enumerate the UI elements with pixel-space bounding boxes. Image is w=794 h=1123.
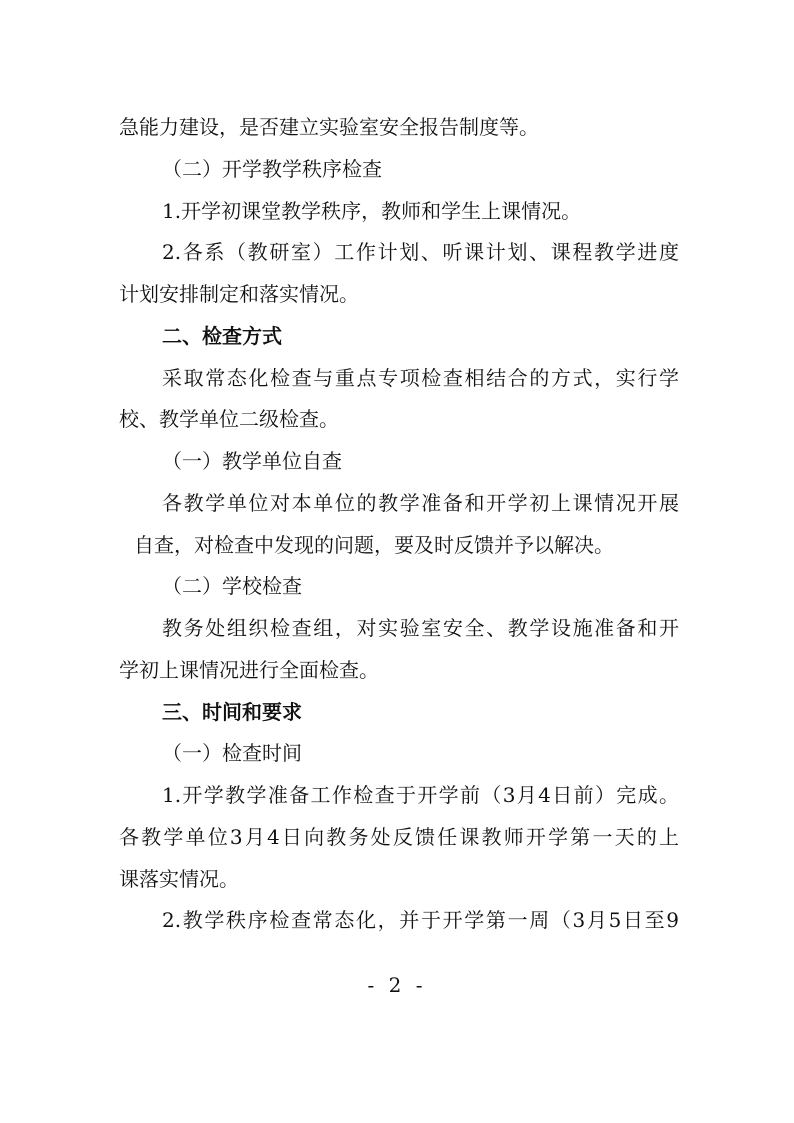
list-item: 2.教学秩序检查常态化，并于开学第一周（3月5日至9	[162, 908, 679, 932]
page-number: - 2 -	[367, 973, 427, 997]
list-item: 1.开学教学准备工作检查于开学前（3月4日前）完成。	[162, 783, 679, 807]
subsection-heading: （二）开学教学秩序检查	[162, 157, 382, 181]
paragraph-line: 急能力建设，是否建立实验室安全报告制度等。	[119, 115, 539, 139]
list-item: 2.各系（教研室）工作计划、听课计划、课程教学进度	[162, 240, 679, 264]
paragraph-line: 各教学单位对本单位的教学准备和开学初上课情况开展	[162, 491, 679, 515]
subsection-heading: （二）学校检查	[162, 574, 302, 598]
paragraph-line: 课落实情况。	[119, 867, 239, 891]
subsection-heading: （一）检查时间	[162, 741, 302, 765]
paragraph-line: 各教学单位3月4日向教务处反馈任课教师开学第一天的上	[119, 825, 679, 849]
section-heading: 三、时间和要求	[162, 700, 302, 724]
paragraph-line: 学初上课情况进行全面检查。	[119, 658, 379, 682]
paragraph-line: 计划安排制定和落实情况。	[119, 282, 359, 306]
paragraph-line: 采取常态化检查与重点专项检查相结合的方式，实行学	[162, 366, 679, 390]
section-heading: 二、检查方式	[162, 324, 282, 348]
paragraph-line: 教务处组织检查组，对实验室安全、教学设施准备和开	[162, 616, 679, 640]
subsection-heading: （一）教学单位自查	[162, 449, 342, 473]
paragraph-line: 校、教学单位二级检查。	[119, 407, 339, 431]
paragraph-line: 自查，对检查中发现的问题，要及时反馈并予以解决。	[134, 533, 614, 557]
list-item: 1.开学初课堂教学秩序，教师和学生上课情况。	[162, 199, 582, 223]
